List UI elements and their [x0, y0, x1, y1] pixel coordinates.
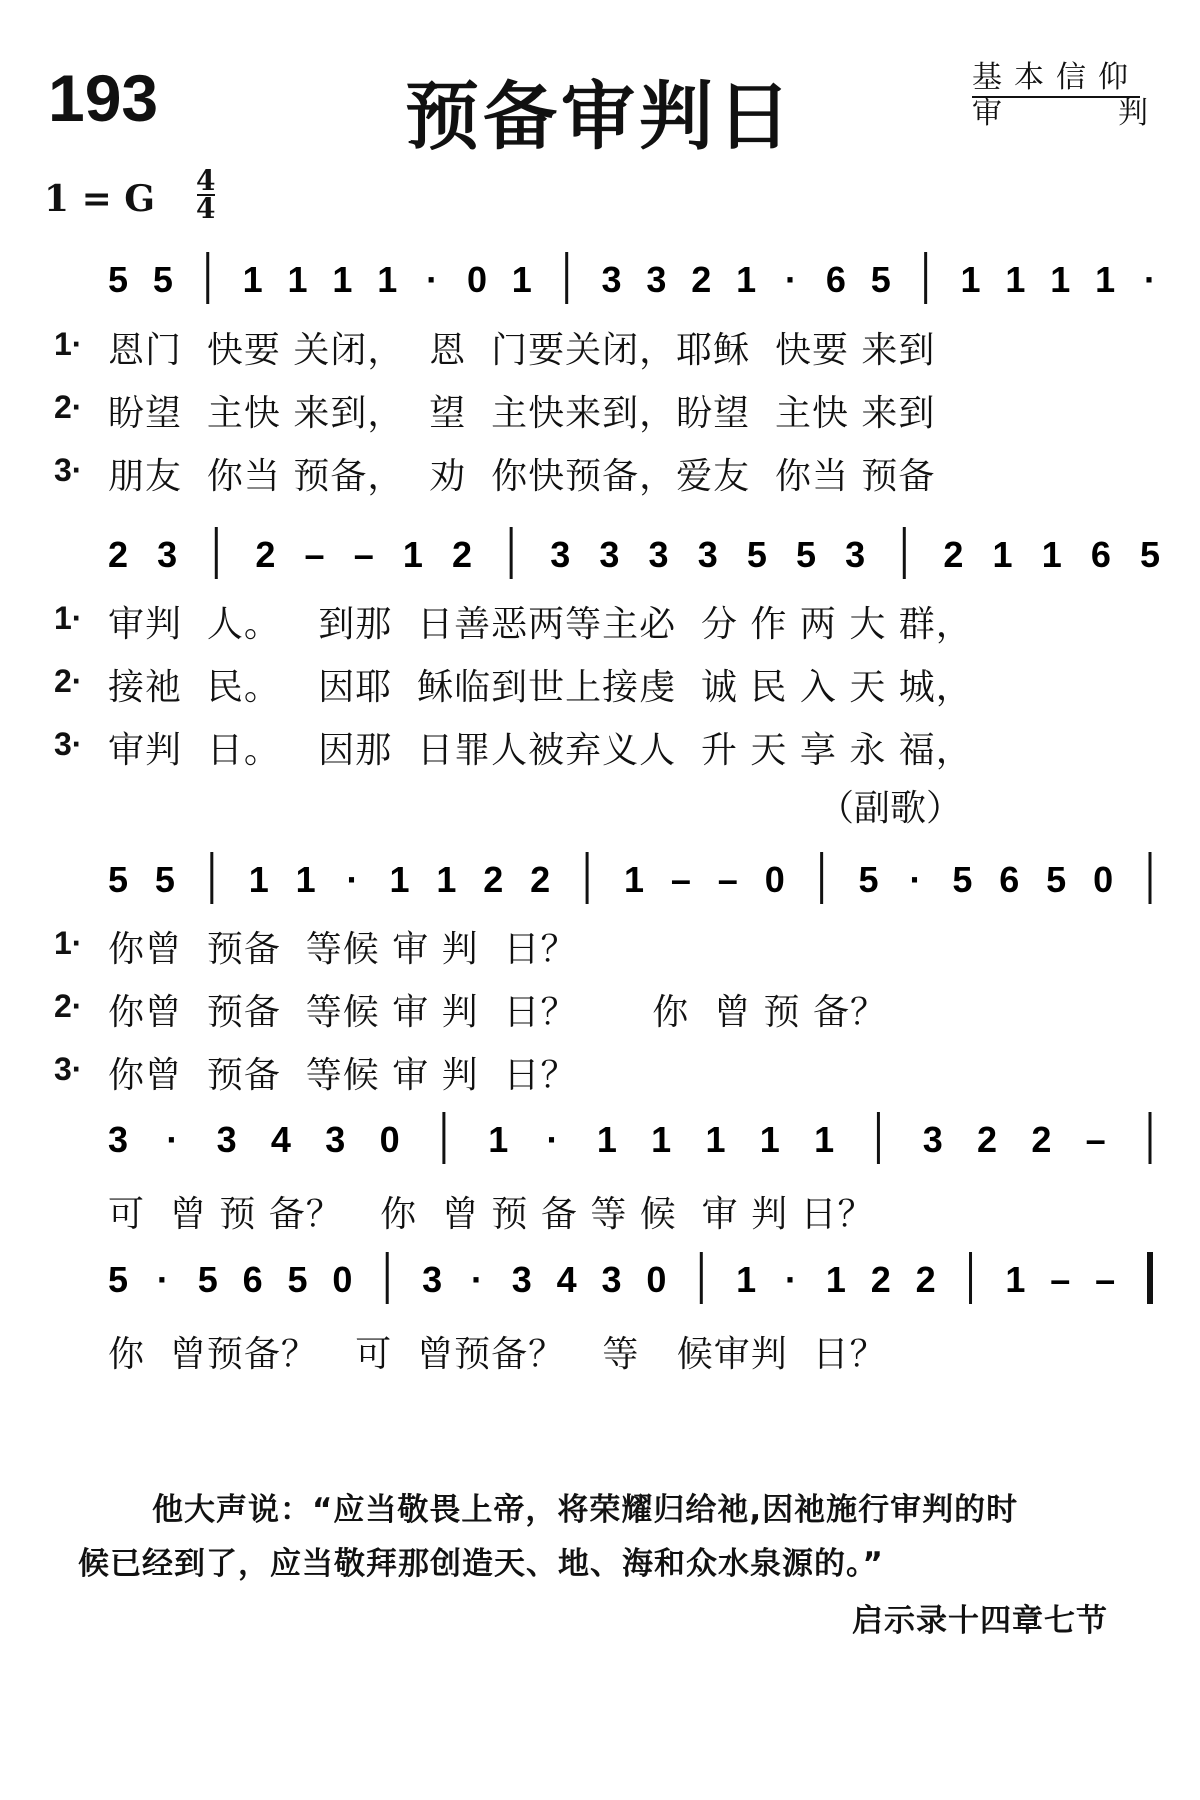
note: 2 [483, 859, 504, 900]
note: 3 [325, 1119, 346, 1160]
note: 5 [858, 859, 879, 900]
note: 0 [1093, 859, 1114, 900]
note: 3 [697, 534, 718, 575]
note: 1 [488, 1119, 509, 1160]
verse-number: 1· [54, 326, 83, 362]
time-denominator: 4 [196, 192, 216, 225]
note: 1 [651, 1119, 672, 1160]
lyric-line: 你 曾预备？ 可 曾预备？ 等 候审判 日？ [108, 1334, 887, 1375]
note: 3 [601, 1259, 622, 1300]
note: 5 [952, 859, 973, 900]
note: 1 [1041, 534, 1062, 575]
note: – [717, 859, 738, 900]
note: 5 [870, 259, 891, 300]
note: 1 [295, 859, 316, 900]
scripture-reference: 启示录十四章七节 [852, 1603, 1108, 1639]
note: 1 [389, 859, 410, 900]
note: · [156, 1259, 169, 1300]
lyric-line: 你曾 预备 等候 审 判 日？ 你 曾 预 备？ [108, 992, 887, 1033]
scripture-quote-line-1: 他大声说：“应当敬畏上帝，将荣耀归给祂,因祂施行审判的时 [152, 1492, 1019, 1528]
note: · [785, 1259, 798, 1300]
note: 1 [1095, 259, 1116, 300]
note: 2 [943, 534, 964, 575]
note: 2 [530, 859, 551, 900]
note: 1 [436, 859, 457, 900]
note: · [1144, 259, 1156, 300]
note: 2 [870, 1259, 891, 1300]
note: 1 [814, 1119, 835, 1160]
note: 2 [977, 1119, 998, 1160]
lyric-line: 审判 日。 因那 日罪人被弃义人 升 天 享 永 福， [108, 730, 973, 771]
note: · [346, 859, 359, 900]
note: 2 [915, 1259, 936, 1300]
verse-number: 3· [54, 452, 83, 488]
lyric-line: 朋友 你当 预备， 劝 你快预备，爱友 你当 预备 [108, 456, 936, 497]
scripture-quote-line-2: 候已经到了，应当敬拜那创造天、地、海和众水泉源的。” [78, 1546, 884, 1582]
note: 6 [242, 1259, 263, 1300]
note: 1 [736, 1259, 757, 1300]
verse-number: 2· [54, 389, 83, 425]
note: 0 [646, 1259, 667, 1300]
note: · [166, 1119, 179, 1160]
note: 1 [1005, 259, 1026, 300]
verse-number: 2· [54, 663, 83, 699]
lyric-line: 恩门 快要 关闭， 恩 门要关闭，耶稣 快要 来到 [108, 330, 936, 371]
note: 3 [157, 534, 178, 575]
note: 3 [550, 534, 571, 575]
note: 1 [705, 1119, 726, 1160]
verse-number: 1· [54, 925, 83, 961]
note: 1 [511, 259, 532, 300]
note: 3 [216, 1119, 237, 1160]
note: 3 [107, 1119, 129, 1160]
verse-number: 2· [54, 988, 83, 1024]
note: 1 [736, 259, 757, 300]
subcategory-char: 审 [972, 96, 1002, 131]
lyric-line: 你曾 预备 等候 审 判 日？ [108, 1055, 578, 1096]
note: 0 [764, 859, 785, 900]
verse-number: 3· [54, 726, 83, 762]
note: 3 [922, 1119, 943, 1160]
note: 3 [422, 1259, 443, 1300]
note: – [304, 534, 325, 575]
note: 1 [596, 1119, 617, 1160]
note: 1 [332, 259, 353, 300]
note: 5 [197, 1259, 218, 1300]
note: 3 [599, 534, 620, 575]
note: 1 [242, 259, 263, 300]
hymn-number: 193 [48, 61, 159, 135]
verse-number: 3· [54, 1051, 83, 1087]
note: – [1085, 1119, 1106, 1160]
note: 1 [825, 1259, 846, 1300]
note: – [1095, 1259, 1116, 1300]
note: 1 [248, 859, 269, 900]
note: 1 [759, 1119, 780, 1160]
note: 2 [1031, 1119, 1052, 1160]
note: 1 [1050, 259, 1071, 300]
time-numerator: 4 [196, 164, 216, 197]
note: 0 [466, 259, 487, 300]
category-label: 基本信仰 [972, 60, 1140, 98]
note: 5 [107, 259, 129, 300]
refrain-label: （副歌） [818, 788, 963, 829]
note: 2 [107, 534, 129, 575]
note: 3 [648, 534, 669, 575]
note: 0 [332, 1259, 353, 1300]
note: 5 [287, 1259, 308, 1300]
note: · [785, 259, 798, 300]
note: 2 [691, 259, 712, 300]
note: · [546, 1119, 559, 1160]
note: 4 [556, 1259, 577, 1300]
lyric-line: 你曾 预备 等候 审 判 日？ [108, 929, 578, 970]
note: – [353, 534, 374, 575]
note: 5 [154, 859, 175, 900]
note: · [426, 259, 439, 300]
note: 5 [1046, 859, 1067, 900]
note: 5 [746, 534, 767, 575]
note: 1 [402, 534, 423, 575]
note: 1 [623, 859, 645, 900]
note: 6 [825, 259, 846, 300]
note: 3 [845, 534, 866, 575]
lyric-line: 可 曾 预 备？ 你 曾 预 备 等 候 审 判 日？ [108, 1194, 875, 1235]
note: 2 [255, 534, 276, 575]
note: 3 [601, 259, 622, 300]
note: – [670, 859, 691, 900]
note: 5 [152, 259, 173, 300]
note: 5 [1139, 534, 1161, 575]
lyric-line: 盼望 主快 来到， 望 主快来到，盼望 主快 来到 [108, 393, 936, 434]
lyric-line: 审判 人。 到那 日善恶两等主必 分 作 两 大 群， [108, 604, 973, 645]
note: 5 [107, 859, 129, 900]
note: 6 [999, 859, 1020, 900]
note: 5 [795, 534, 817, 575]
note: 1 [992, 534, 1013, 575]
note: 1 [960, 259, 981, 300]
note: 1 [287, 259, 308, 300]
note: 1 [1005, 1259, 1026, 1300]
note: 6 [1090, 534, 1111, 575]
note: – [1050, 1259, 1071, 1300]
subcategory-char: 判 [1118, 96, 1148, 131]
note: 5 [107, 1259, 129, 1300]
note: 2 [451, 534, 473, 575]
note: 3 [646, 259, 667, 300]
verse-number: 1· [54, 600, 83, 636]
lyric-line: 接祂 民。 因耶 稣临到世上接虔 诚 民 入 天 城， [108, 667, 973, 708]
note: 3 [511, 1259, 532, 1300]
hymn-title: 预备审判日 [405, 74, 795, 160]
note: · [909, 859, 922, 900]
note: 1 [377, 259, 398, 300]
note: 4 [270, 1119, 291, 1160]
note: 0 [379, 1119, 400, 1160]
key-signature: 1 = G [44, 178, 156, 220]
note: · [470, 1259, 483, 1300]
